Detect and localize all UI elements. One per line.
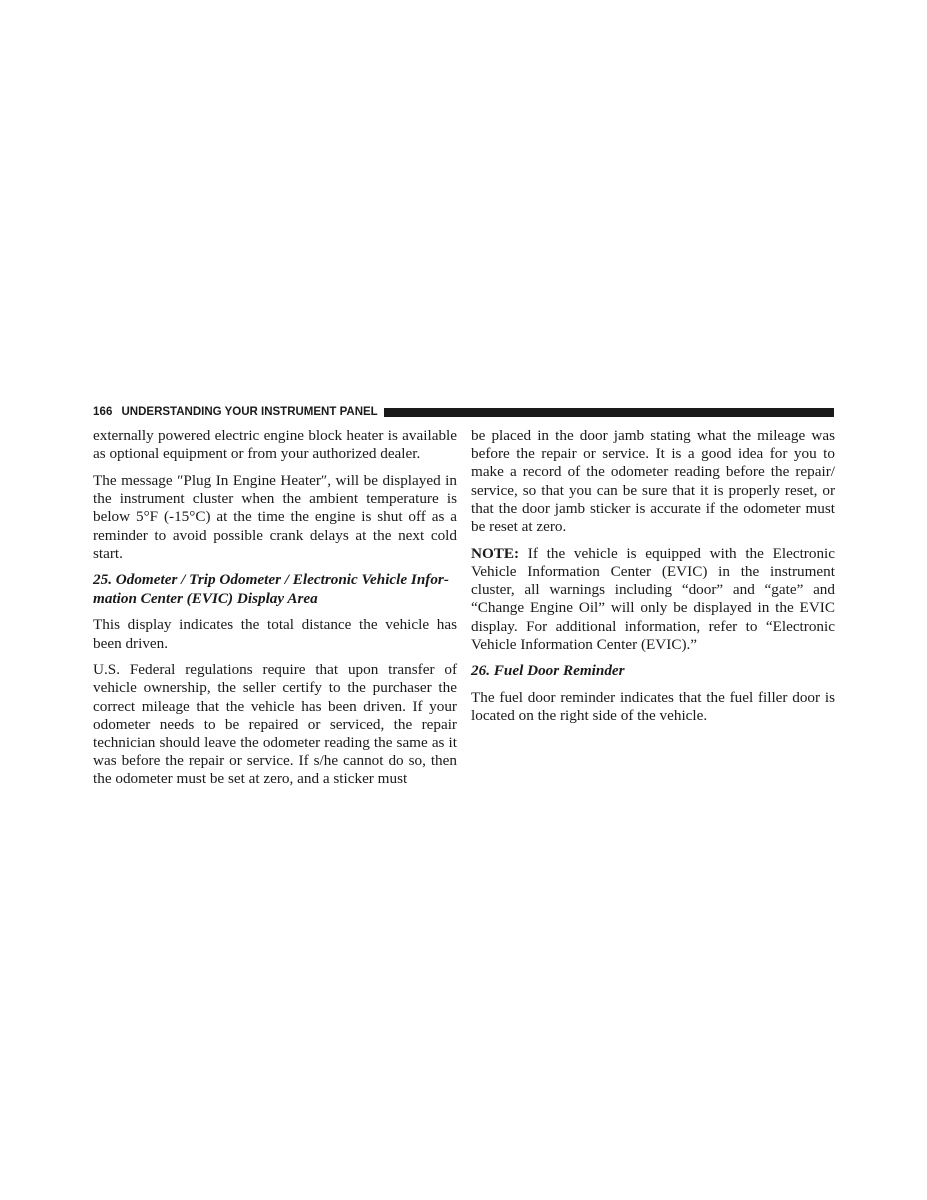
section-title: UNDERSTANDING YOUR INSTRUMENT PANEL [121, 406, 378, 418]
paragraph-fuel-door: The fuel door reminder indicates that the fuel filler door is located on the right side of the vehicle. [471, 689, 835, 725]
page-header [93, 405, 834, 419]
page-number: 166 [93, 406, 113, 418]
paragraph-engine-heater-message: The message ″Plug In Engine Heater″, will be displayed in the instrument cluster when the ambient temperature is below 5°F (-15°C) at the time the engine is shut off as a reminder to avoid possible crank delays at the next cold start. [93, 471, 457, 562]
heading-fuel-door-reminder: 26. Fuel Door Reminder [471, 662, 625, 680]
header-rule [384, 408, 834, 417]
paragraph-odometer-display: This display indicates the total distance the vehicle has been driven. [93, 616, 457, 652]
heading-odometer: 25. Odometer / Trip Odometer / Electronic Vehicle Infor-mation Center (EVIC) Display Area [93, 571, 449, 607]
note-paragraph [471, 545, 835, 654]
left-column [93, 427, 457, 797]
right-column [471, 427, 835, 734]
note-label: NOTE: [471, 544, 520, 562]
paragraph-door-jamb: be placed in the door jamb stating what the mileage was before the repair or service. It is a good idea for you to make a record of the odometer reading before the repair/ service, so that you can be sure that it is properly reset, or that the door jamb sticker is accurate if the odometer must be reset at zero. [471, 427, 835, 536]
paragraph-block-heater: externally powered electric engine block heater is available as optional equipment or from your authorized dealer. [93, 427, 457, 463]
paragraph-federal-regulations: U.S. Federal regulations require that upon transfer of vehicle ownership, the seller certify to the purchaser the correct mileage that the vehicle has been driven. If your odometer needs to be repaired or serviced, the repair technician should leave the odometer reading the same as it was before the repair or service. If s/he cannot do so, then the odometer must be set at zero, and a sticker must [93, 661, 457, 788]
note-text: If the vehicle is equipped with the Electronic Vehicle Information Center (EVIC) in the instrument cluster, all warnings including “door” and “gate” and “Change Engine Oil” will only be displayed in the EVIC display. For additional information, refer to “Electronic Vehicle Information Center (EVIC).” [471, 544, 835, 653]
